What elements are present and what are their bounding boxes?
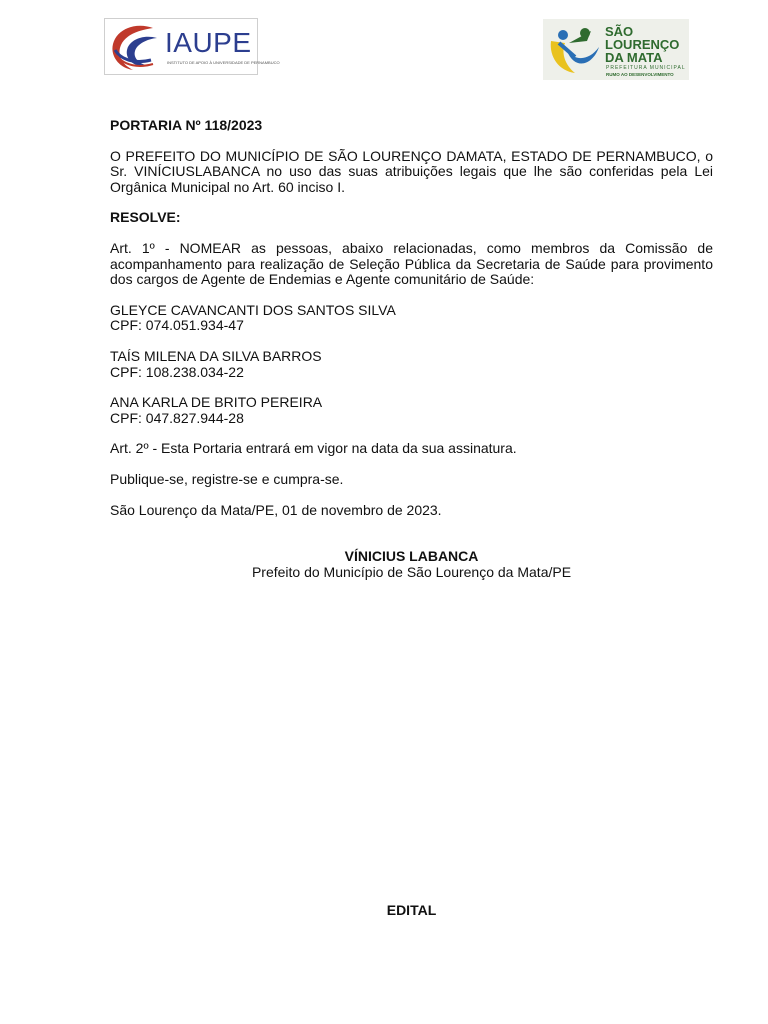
logo-line-2: LOURENÇO bbox=[605, 37, 680, 52]
member-cpf: CPF: 108.238.034-22 bbox=[110, 363, 244, 380]
signature-block bbox=[110, 549, 713, 580]
logo-line-3: DA MATA bbox=[605, 50, 663, 65]
member-entry bbox=[110, 349, 713, 380]
iaupe-swoosh-icon bbox=[107, 20, 163, 75]
sao-lourenco-logo bbox=[543, 19, 689, 80]
resolve-heading: RESOLVE: bbox=[110, 209, 181, 226]
member-entry bbox=[110, 303, 713, 334]
signer-role: Prefeito do Município de São Lourenço da Mata/PE bbox=[251, 563, 572, 580]
iaupe-tagline: INSTITUTO DE APOIO À UNIVERSIDADE DE PERNAMBUCO bbox=[167, 60, 280, 65]
document-title: PORTARIA Nº 118/2023 bbox=[110, 117, 263, 133]
logo-slogan: RUMO AO DESENVOLVIMENTO bbox=[606, 72, 674, 77]
signer-name: VÍNICIUS LABANCA bbox=[344, 548, 479, 565]
member-cpf: CPF: 074.051.934-47 bbox=[110, 317, 244, 334]
member-cpf: CPF: 047.827.944-28 bbox=[110, 409, 244, 426]
iaupe-logo bbox=[104, 18, 280, 75]
place-and-date: São Lourenço da Mata/PE, 01 de novembro de 2023. bbox=[110, 501, 442, 518]
member-name: ANA KARLA DE BRITO PEREIRA bbox=[110, 394, 323, 411]
logo-subtitle: PREFEITURA MUNICIPAL bbox=[606, 65, 686, 71]
member-entry bbox=[110, 395, 713, 426]
article-2: Art. 2º - Esta Portaria entrará em vigor na data da sua assinatura. bbox=[110, 440, 517, 457]
member-name: GLEYCE CAVANCANTI DOS SANTOS SILVA bbox=[110, 301, 396, 318]
iaupe-wordmark: IAUPE bbox=[165, 27, 252, 58]
sao-lourenco-emblem-icon bbox=[545, 21, 605, 79]
preamble: O PREFEITO DO MUNICÍPIO DE SÃO LOURENÇO DAMATA, ESTADO DE PERNAMBUCO, o Sr. VINÍCIUSLABANCA no uso das suas atribuições legais que lhe são conferidas pela Lei Orgânica Municipal no Art. 60 inciso I. bbox=[110, 147, 713, 195]
closing-formula: Publique-se, registre-se e cumpra-se. bbox=[110, 470, 344, 487]
logo-line-1: SÃO bbox=[605, 24, 634, 39]
edital-heading: EDITAL bbox=[386, 902, 437, 918]
member-name: TAÍS MILENA DA SILVA BARROS bbox=[110, 347, 322, 364]
article-1: Art. 1º - NOMEAR as pessoas, abaixo relacionadas, como membros da Comissão de acompanhamento para realização de Seleção Pública da Secretaria de Saúde para provimento dos cargos de Agente de Endemias e Agente comunitário de Saúde: bbox=[110, 239, 713, 288]
portaria-document bbox=[110, 118, 713, 580]
